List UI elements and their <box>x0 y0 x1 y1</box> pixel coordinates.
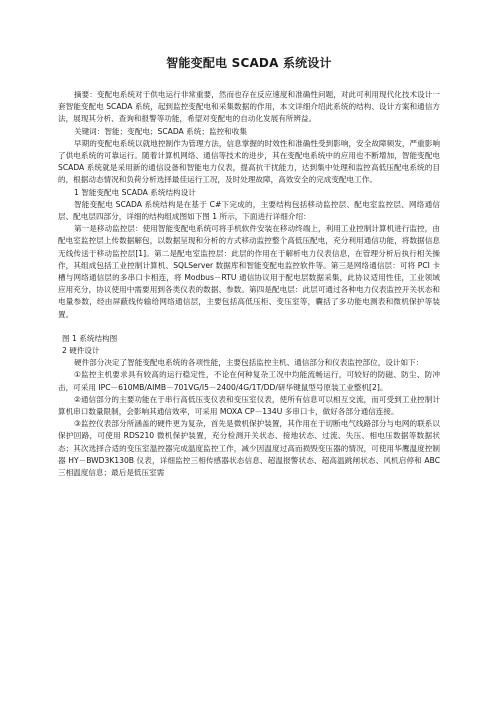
intro-paragraph: 早期的变配电系统以就地控制作为管理方法，信息掌握的时效性和准确性受到影响，安全故障频发，严重影响了供电系统的可靠运行。随着计算机网络、通信等技术的进步，其在变配电系统中的应用也不断增加，智能变配电 SCADA 系统就是采用新的通信设备和智能电力仪表，提高抗干扰能力，达到集中处理和监控高低压配电系统的目的，根据动态情况和负荷分析选择最佳运行工况，及时处理故障，高效安全的完成变配电工作。 <box>58 138 440 185</box>
figure-1-caption: 图 1 系统结构图 <box>62 333 118 343</box>
keywords-line: 关键词：智能；变配电；SCADA 系统；监控和收集 <box>74 126 247 136</box>
figure-placeholder-gap <box>58 321 440 333</box>
section-1-paragraph-2: 第一是移动监控层：使用智能变配电系统可将手机软件安装在移动终端上，利用工业控制计算机进行监控，由配电室监控层上传数据解包，以数据呈现和分析的方式移动监控整个高低压配电，充分利用通信功能，将数据信息无线传送于移动监控层[1]。第二是配电室监控层：此层的作用在于解析电力仪表信息，在管理分析后执行相关操作，其组成包括工业控制计算机、SQLServer 数据库和智能变配电监控软件等。第三是网络通信层：可将 PCI 卡槽与网络通信层的多串口卡相连，将 Modbus－RTU 通信协议用于配电层数据采集，此协议适用性佳，工业领域应用充分，协议使用中需要用到各类仪表的数据、参数。第四是配电层：此层可通过各种电力仪表监控开关状态和电量参数，经由屏蔽线传输给网络通信层，主要包括高低压柜、变压室等，囊括了多功能电测表和微机保护等装置。 <box>58 224 440 319</box>
section-2-item-1: ①监控主机要求具有较高的运行稳定性，不论在何种复杂工况中均能流畅运行，可较好的防磁、防尘、防冲击，可采用 IPC－610MB/AIMB－701VG/I5－2400/4G/1T/DD/研华键鼠型号原装工业整机[2]。 <box>58 370 440 392</box>
section-2-item-3: ③监控仪表部分所涵盖的硬件更为复杂，首先是微机保护装置，其作用在于切断电气线路部分与电网的联系以保护回路，可使用 RDS210 微机保护装置，充分检测开关状态、接地状态、过流、失压、相电压数据等数据状态；其次选择合适的变压室温控器完成温度监控工作，减少因温度过高而损毁变压器的情况，可使用华鹰温度控制器 HY－BWD3K130B 仪表，详细监控三相传感器状态信息、超温报警状态、超高温跳闸状态、风机启停和 ABC 三相温度信息；最后是低压室需 <box>58 419 440 478</box>
section-2-paragraph-1: 硬件部分决定了智能变配电系统的各项性能，主要包括监控主机、通信部分和仪表监控部位，设计如下： <box>74 358 424 368</box>
document-title: 智能变配电 SCADA 系统设计 <box>166 56 332 70</box>
section-2-heading: 2 硬件设计 <box>62 346 100 356</box>
section-1-heading: 1 智能变配电 SCADA 系统结构设计 <box>74 187 196 197</box>
abstract-paragraph: 摘要：变配电系统对于供电运行非常重要，然而也存在反应速度和准确性问题，对此可利用现代化技术设计一套智能变配电 SCADA 系统，起到监控变配电和采集数据的作用，本文详细介绍此系统的结构、设计方案和通信方法，展现其分析、查询和报警等功能，希望对变配电的自动化发展有所辨益。 <box>58 90 440 124</box>
section-1-paragraph-1: 智能变配电 SCADA 系统结构是在基于 C#下完成的，主要结构包括移动监控层、配电室监控层、网络通信层、配电层四部分，详细的结构组成图如下图 1 所示，下面进行详细介绍： <box>58 199 440 222</box>
section-2-item-2: ②通信部分的主要功能在于串行高低压变仪表和变压室仪表，使所有信息可以相互交流，而可受到工业控制计算机串口数量限制，会影响其通信效率，可采用 MOXA CP－134U 多串口卡，做好各部分通信连接。 <box>58 394 440 417</box>
